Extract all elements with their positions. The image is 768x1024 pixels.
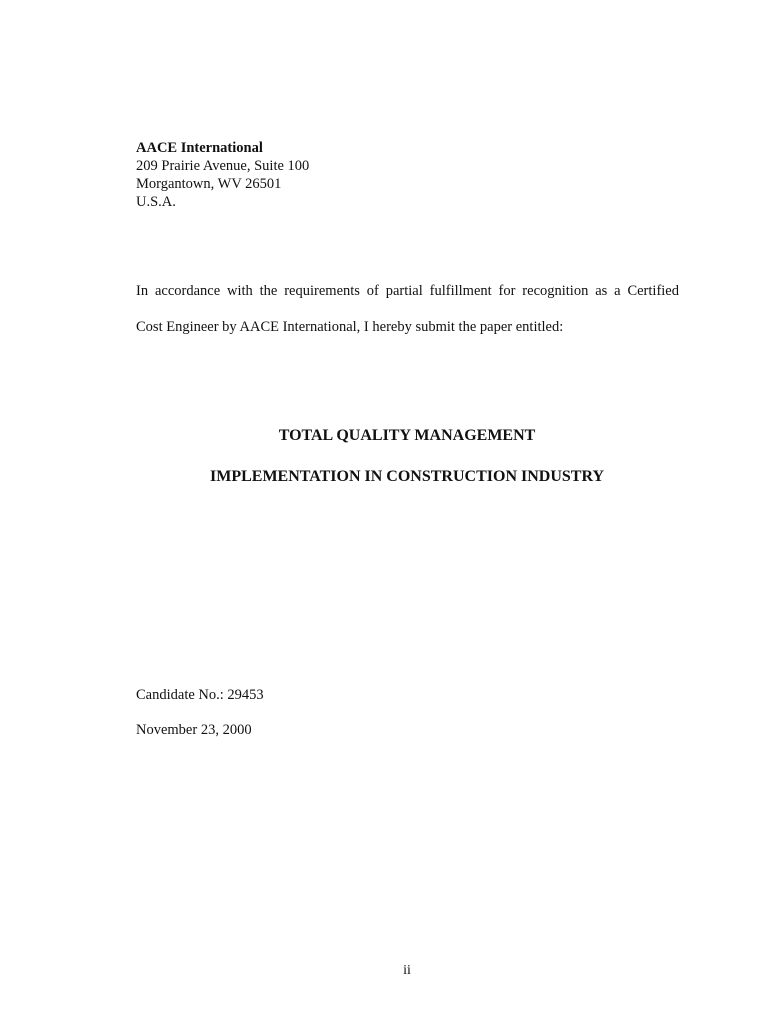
city-state-zip: Morgantown, WV 26501: [136, 176, 282, 192]
street-address: 209 Prairie Avenue, Suite 100: [136, 158, 310, 174]
paper-title-line-2: IMPLEMENTATION IN CONSTRUCTION INDUSTRY: [210, 468, 604, 485]
recipient-address: [136, 139, 309, 211]
organization-name: AACE International: [136, 140, 263, 156]
page-number: ii: [403, 963, 411, 978]
paper-title-line-1: TOTAL QUALITY MANAGEMENT: [278, 427, 536, 444]
submission-date: November 23, 2000: [136, 722, 252, 738]
candidate-number: Candidate No.: 29453: [136, 687, 264, 703]
statement-line-2: Cost Engineer by AACE International, I hereby submit the paper entitled:: [136, 319, 564, 335]
statement-line-1: In accordance with the requirements of partial fulfillment for recognition as a Certified: [136, 283, 679, 299]
country: U.S.A.: [136, 194, 176, 210]
